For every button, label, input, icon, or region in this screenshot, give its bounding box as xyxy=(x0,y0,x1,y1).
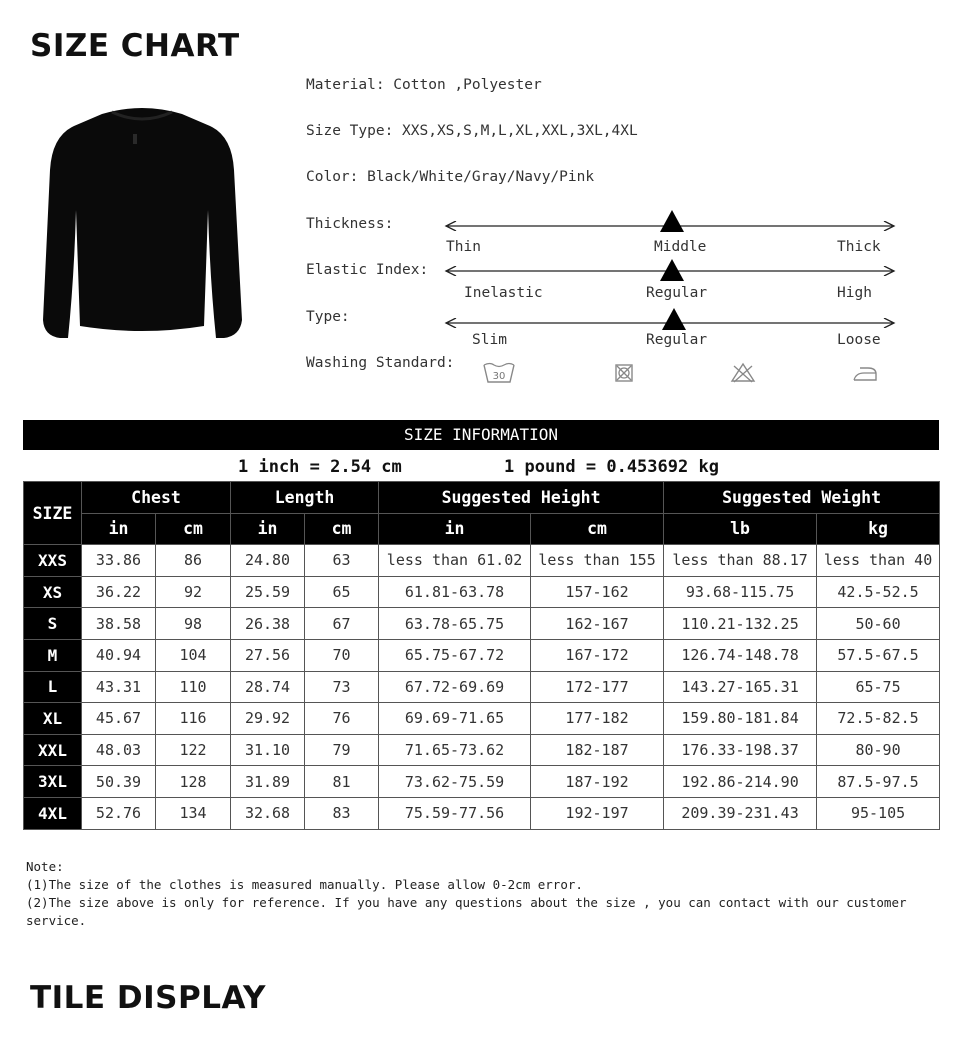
table-cell: 70 xyxy=(305,639,379,671)
table-cell: 167-172 xyxy=(531,639,664,671)
type-label: Type: xyxy=(306,309,350,325)
table-cell: 72.5-82.5 xyxy=(817,703,940,735)
table-cell: 187-192 xyxy=(531,766,664,798)
note-title: Note: xyxy=(26,859,64,874)
unit-header: cm xyxy=(305,513,379,545)
type-regular: Regular xyxy=(646,332,708,348)
table-row xyxy=(24,766,940,798)
type-marker xyxy=(662,308,686,330)
tile-display-heading: TILE DISPLAY xyxy=(30,980,266,1016)
table-cell: 26.38 xyxy=(231,608,305,640)
height-header: Suggested Height xyxy=(379,482,664,514)
note-line-2: (2)The size above is only for reference. If you have any questions about the size , you can contact with our customer service. xyxy=(26,895,907,928)
type-slim: Slim xyxy=(472,332,507,348)
table-cell: 76 xyxy=(305,703,379,735)
elastic-inelastic: Inelastic xyxy=(464,285,543,301)
table-cell: 182-187 xyxy=(531,734,664,766)
unit-header: in xyxy=(82,513,156,545)
table-cell: 65.75-67.72 xyxy=(379,639,531,671)
table-cell: 87.5-97.5 xyxy=(817,766,940,798)
table-cell: 143.27-165.31 xyxy=(664,671,817,703)
table-cell: 75.59-77.56 xyxy=(379,797,531,829)
table-cell: 157-162 xyxy=(531,576,664,608)
thickness-marker xyxy=(660,210,684,232)
elastic-regular: Regular xyxy=(646,285,708,301)
table-cell: 122 xyxy=(156,734,231,766)
table-cell: 63 xyxy=(305,545,379,577)
size-table-body xyxy=(24,545,940,829)
table-cell: 177-182 xyxy=(531,703,664,735)
table-cell: 65-75 xyxy=(817,671,940,703)
table-cell: 95-105 xyxy=(817,797,940,829)
table-cell: 27.56 xyxy=(231,639,305,671)
table-row xyxy=(24,734,940,766)
table-cell: 162-167 xyxy=(531,608,664,640)
unit-header: lb xyxy=(664,513,817,545)
table-cell: 43.31 xyxy=(82,671,156,703)
iron-icon xyxy=(848,360,882,386)
table-cell: 73.62-75.59 xyxy=(379,766,531,798)
unit-header: kg xyxy=(817,513,940,545)
size-information-bar: SIZE INFORMATION xyxy=(23,420,939,450)
table-cell: 40.94 xyxy=(82,639,156,671)
table-row xyxy=(24,797,940,829)
weight-header: Suggested Weight xyxy=(664,482,940,514)
unit-header: cm xyxy=(156,513,231,545)
unit-header: cm xyxy=(531,513,664,545)
thickness-label: Thickness: xyxy=(306,216,394,232)
table-cell: 45.67 xyxy=(82,703,156,735)
table-cell: 86 xyxy=(156,545,231,577)
table-cell: 69.69-71.65 xyxy=(379,703,531,735)
size-cell: 4XL xyxy=(24,797,82,829)
wash-temp-text: 30 xyxy=(492,371,506,382)
table-cell: 31.89 xyxy=(231,766,305,798)
table-cell: 110 xyxy=(156,671,231,703)
table-cell: 63.78-65.75 xyxy=(379,608,531,640)
size-chart-heading: SIZE CHART xyxy=(30,28,240,64)
color-spec: Color: Black/White/Gray/Navy/Pink xyxy=(306,169,595,185)
unit-header: in xyxy=(379,513,531,545)
table-cell: 116 xyxy=(156,703,231,735)
table-cell: 192.86-214.90 xyxy=(664,766,817,798)
size-cell: XL xyxy=(24,703,82,735)
size-cell: 3XL xyxy=(24,766,82,798)
table-cell: 36.22 xyxy=(82,576,156,608)
size-table xyxy=(23,481,940,830)
table-cell: 83 xyxy=(305,797,379,829)
table-row xyxy=(24,576,940,608)
table-cell: 57.5-67.5 xyxy=(817,639,940,671)
size-cell: S xyxy=(24,608,82,640)
no-bleach-icon xyxy=(726,360,760,386)
elastic-label: Elastic Index: xyxy=(306,262,429,278)
table-cell: 172-177 xyxy=(531,671,664,703)
table-cell: 79 xyxy=(305,734,379,766)
chest-header: Chest xyxy=(82,482,231,514)
table-cell: 93.68-115.75 xyxy=(664,576,817,608)
table-cell: 159.80-181.84 xyxy=(664,703,817,735)
size-cell: L xyxy=(24,671,82,703)
table-cell: 104 xyxy=(156,639,231,671)
length-header: Length xyxy=(231,482,379,514)
table-cell: less than 61.02 xyxy=(379,545,531,577)
table-cell: 65 xyxy=(305,576,379,608)
table-cell: 98 xyxy=(156,608,231,640)
table-cell: 67 xyxy=(305,608,379,640)
table-cell: 81 xyxy=(305,766,379,798)
table-cell: 28.74 xyxy=(231,671,305,703)
table-cell: less than 155 xyxy=(531,545,664,577)
table-cell: 52.76 xyxy=(82,797,156,829)
table-cell: 31.10 xyxy=(231,734,305,766)
size-type-spec: Size Type: XXS,XS,S,M,L,XL,XXL,3XL,4XL xyxy=(306,123,638,139)
pound-conversion: 1 pound = 0.453692 kg xyxy=(504,457,719,477)
table-cell: less than 88.17 xyxy=(664,545,817,577)
table-cell: 92 xyxy=(156,576,231,608)
table-cell: 48.03 xyxy=(82,734,156,766)
inch-conversion: 1 inch = 2.54 cm xyxy=(238,457,402,477)
table-cell: 176.33-198.37 xyxy=(664,734,817,766)
table-cell: 50-60 xyxy=(817,608,940,640)
thickness-thin: Thin xyxy=(446,239,481,255)
sweatshirt-image xyxy=(40,100,245,345)
table-cell: 61.81-63.78 xyxy=(379,576,531,608)
note-line-1: (1)The size of the clothes is measured manually. Please allow 0-2cm error. xyxy=(26,877,583,892)
size-header: SIZE xyxy=(24,482,82,545)
table-cell: 25.59 xyxy=(231,576,305,608)
table-cell: 50.39 xyxy=(82,766,156,798)
table-cell: 24.80 xyxy=(231,545,305,577)
type-loose: Loose xyxy=(837,332,881,348)
table-cell: 134 xyxy=(156,797,231,829)
table-cell: 80-90 xyxy=(817,734,940,766)
table-row xyxy=(24,703,940,735)
table-row xyxy=(24,639,940,671)
table-cell: 209.39-231.43 xyxy=(664,797,817,829)
table-cell: 73 xyxy=(305,671,379,703)
table-cell: 128 xyxy=(156,766,231,798)
table-cell: less than 40 xyxy=(817,545,940,577)
table-cell: 192-197 xyxy=(531,797,664,829)
table-cell: 42.5-52.5 xyxy=(817,576,940,608)
table-row xyxy=(24,608,940,640)
notes xyxy=(26,858,941,930)
table-cell: 33.86 xyxy=(82,545,156,577)
size-cell: XXL xyxy=(24,734,82,766)
elastic-marker xyxy=(660,259,684,281)
thickness-middle: Middle xyxy=(654,239,707,255)
wash-30-icon xyxy=(482,360,516,386)
table-cell: 126.74-148.78 xyxy=(664,639,817,671)
washing-label: Washing Standard: xyxy=(306,355,455,371)
table-cell: 110.21-132.25 xyxy=(664,608,817,640)
thickness-thick: Thick xyxy=(837,239,881,255)
table-row xyxy=(24,545,940,577)
elastic-high: High xyxy=(837,285,872,301)
no-tumble-dry-icon xyxy=(608,360,642,386)
material-spec: Material: Cotton ,Polyester xyxy=(306,77,542,93)
table-cell: 67.72-69.69 xyxy=(379,671,531,703)
table-cell: 29.92 xyxy=(231,703,305,735)
size-cell: M xyxy=(24,639,82,671)
table-cell: 32.68 xyxy=(231,797,305,829)
size-cell: XXS xyxy=(24,545,82,577)
table-cell: 38.58 xyxy=(82,608,156,640)
size-cell: XS xyxy=(24,576,82,608)
unit-header: in xyxy=(231,513,305,545)
table-row xyxy=(24,671,940,703)
table-cell: 71.65-73.62 xyxy=(379,734,531,766)
